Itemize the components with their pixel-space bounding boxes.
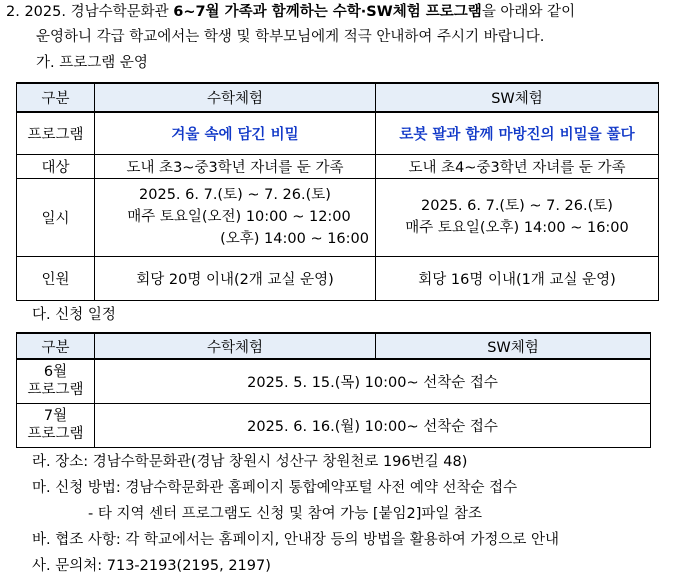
program-label: 프로그램	[17, 112, 95, 154]
intro-prefix: 2. 2025. 경남수학문화관	[6, 4, 174, 20]
header-category: 구분	[17, 83, 95, 112]
sw-schedule	[376, 178, 659, 256]
target-row	[17, 154, 659, 178]
header-math: 수학체험	[95, 83, 376, 112]
section-da-heading: 다. 신청 일정	[32, 307, 116, 323]
apply-header-sw: SW체험	[376, 333, 651, 359]
july-program: 프로그램	[27, 426, 84, 442]
sw-target: 도내 초4~중3학년 자녀를 둔 가족	[376, 154, 659, 178]
note-apply-method-sub: - 타 지역 센터 프로그램도 신청 및 참여 가능 [붙임2]파일 참조	[88, 506, 483, 522]
apply-row-june-date: 2025. 5. 15.(목) 10:00~ 선착순 접수	[95, 359, 651, 403]
schedule-label: 일시	[17, 178, 95, 256]
program-table-header-row	[17, 83, 659, 112]
sw-program-title: 로봇 팔과 함께 마방진의 비밀을 풀다	[376, 112, 659, 154]
apply-header-math: 수학체험	[95, 333, 376, 359]
apply-row-june-label	[17, 359, 95, 403]
intro-suffix: 을 아래와 같이	[481, 4, 576, 20]
apply-row-july-label	[17, 403, 95, 447]
intro-line-1	[6, 2, 575, 22]
apply-row-july	[17, 403, 651, 447]
schedule-row	[17, 178, 659, 256]
intro-program-title: 6~7월 가족과 함께하는 수학·SW체험 프로그램	[173, 4, 482, 20]
capacity-row	[17, 256, 659, 300]
math-capacity: 회당 20명 이내(2개 교실 운영)	[95, 256, 376, 300]
note-cooperation: 바. 협조 사항: 각 학교에서는 홈페이지, 안내장 등의 방법을 활용하여 가정으로 안내	[32, 532, 560, 548]
note-apply-method: 마. 신청 방법: 경남수학문화관 홈페이지 통합예약포털 사전 예약 선착순 접수	[32, 480, 518, 496]
math-schedule-afternoon: (오후) 14:00 ~ 16:00	[220, 231, 369, 247]
section-ga-heading: 가. 프로그램 운영	[36, 55, 148, 71]
capacity-label: 인원	[17, 256, 95, 300]
apply-table	[16, 332, 651, 448]
sw-capacity: 회당 16명 이내(1개 교실 운영)	[376, 256, 659, 300]
math-schedule	[95, 178, 376, 256]
intro-line-2: 운영하니 각급 학교에서는 학생 및 학부모님에게 적극 안내하여 주시기 바랍니다.	[36, 29, 545, 45]
apply-row-july-date: 2025. 6. 16.(월) 10:00~ 선착순 접수	[95, 403, 651, 447]
sw-schedule-time: 매주 토요일(오후) 14:00 ~ 16:00	[405, 220, 629, 236]
program-row	[17, 112, 659, 154]
program-table	[16, 82, 659, 301]
target-label: 대상	[17, 154, 95, 178]
july-month: 7월	[43, 408, 68, 424]
apply-table-header-row	[17, 333, 651, 359]
note-location: 라. 장소: 경남수학문화관(경남 창원시 성산구 창원천로 196번길 48)	[32, 454, 468, 470]
sw-schedule-period: 2025. 6. 7.(토) ~ 7. 26.(토)	[421, 198, 613, 214]
header-sw: SW체험	[376, 83, 659, 112]
apply-row-june	[17, 359, 651, 403]
note-contact: 사. 문의처: 713-2193(2195, 2197)	[32, 558, 271, 574]
june-program: 프로그램	[27, 382, 84, 399]
june-month: 6월	[43, 364, 68, 381]
math-program-title: 겨울 속에 담긴 비밀	[95, 112, 376, 154]
math-schedule-period: 2025. 6. 7.(토) ~ 7. 26.(토)	[139, 187, 331, 203]
math-schedule-morning: 매주 토요일(오전) 10:00 ~ 12:00	[127, 209, 351, 225]
math-target: 도내 초3~중3학년 자녀를 둔 가족	[95, 154, 376, 178]
apply-header-category: 구분	[17, 333, 95, 359]
